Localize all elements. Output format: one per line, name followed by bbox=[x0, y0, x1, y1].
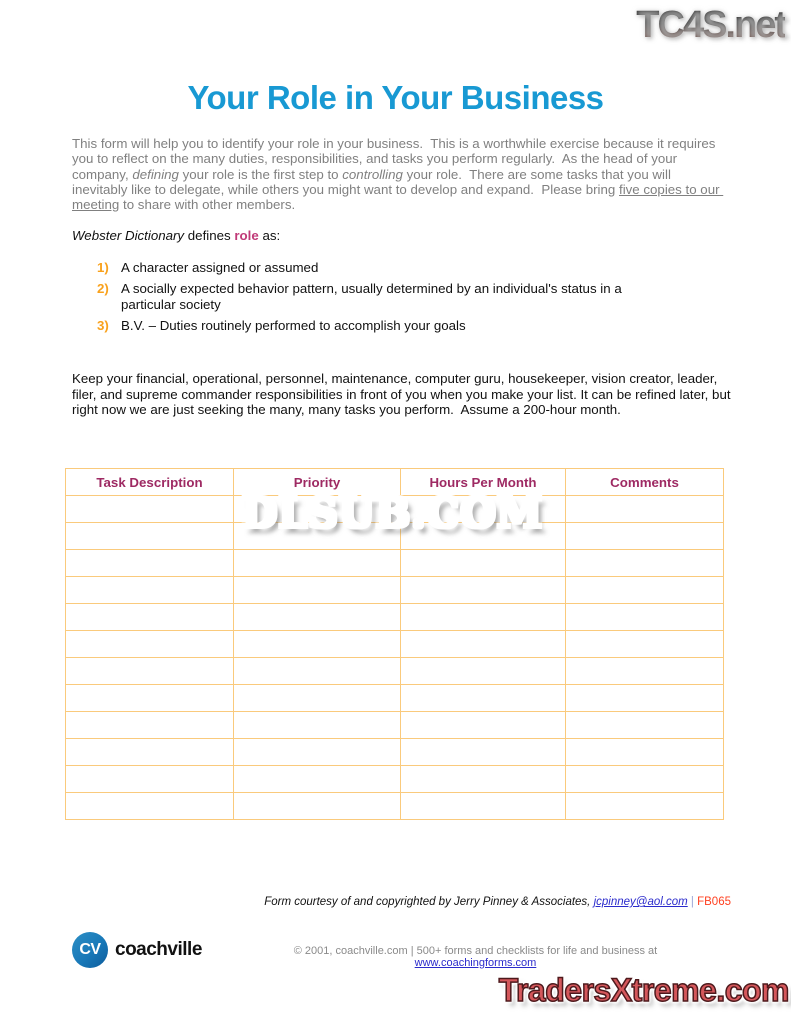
table-cell bbox=[401, 685, 566, 712]
separator: | bbox=[687, 896, 698, 908]
table-cell bbox=[234, 577, 401, 604]
table-row bbox=[66, 685, 724, 712]
table-cell bbox=[66, 604, 234, 631]
table-cell bbox=[566, 739, 724, 766]
list-item-text: A socially expected behavior pattern, usually determined by an individual's status in a particular society bbox=[121, 281, 626, 312]
form-code: FB065 bbox=[697, 896, 731, 908]
column-header-priority: Priority bbox=[234, 469, 401, 496]
table-row bbox=[66, 793, 724, 820]
intro-text: your role. There are some tasks that you will inevitably like to delegate, while others you might want to develop and expand. Please bring bbox=[72, 166, 675, 197]
table-row bbox=[66, 550, 724, 577]
list-item-number: 3) bbox=[97, 317, 109, 333]
role-word: role bbox=[234, 228, 259, 243]
table-cell bbox=[66, 766, 234, 793]
table-cell bbox=[566, 577, 724, 604]
table-cell bbox=[66, 550, 234, 577]
table-cell bbox=[234, 766, 401, 793]
intro-paragraph bbox=[72, 136, 727, 212]
webster-text: defines bbox=[184, 228, 235, 243]
list-item-text: B.V. – Duties routinely performed to accomplish your goals bbox=[121, 317, 466, 333]
dlsub-watermark: DLSUB.COM bbox=[241, 489, 544, 537]
table-cell bbox=[66, 523, 234, 550]
table-cell bbox=[566, 496, 724, 523]
coachville-logo bbox=[72, 932, 202, 968]
table-cell bbox=[66, 496, 234, 523]
table-row bbox=[66, 604, 724, 631]
table-cell bbox=[66, 685, 234, 712]
table-cell bbox=[234, 712, 401, 739]
table-row bbox=[66, 631, 724, 658]
table-row bbox=[66, 712, 724, 739]
intro-italic-controlling: controlling bbox=[342, 166, 403, 182]
table-cell bbox=[66, 712, 234, 739]
cv-logo-initials: CV bbox=[79, 941, 101, 958]
table-row bbox=[66, 577, 724, 604]
email-link[interactable]: jcpinney@aol.com bbox=[593, 896, 688, 908]
table-cell bbox=[566, 793, 724, 820]
table-cell bbox=[66, 631, 234, 658]
table-cell bbox=[234, 658, 401, 685]
table-row bbox=[66, 658, 724, 685]
table-cell bbox=[234, 604, 401, 631]
table-cell bbox=[234, 550, 401, 577]
table-cell bbox=[401, 712, 566, 739]
table-cell bbox=[234, 685, 401, 712]
courtesy-text: Form courtesy of and copyrighted by Jerry Pinney & Associates, bbox=[264, 896, 594, 908]
intro-underlined-phrase: five copies to our meeting bbox=[72, 181, 724, 213]
table-cell bbox=[401, 766, 566, 793]
list-item-number: 2) bbox=[97, 281, 109, 297]
intro-text: to share with other members. bbox=[119, 197, 296, 213]
webster-definition-line bbox=[72, 228, 280, 243]
table-cell bbox=[234, 631, 401, 658]
page-title: Your Role in Your Business bbox=[187, 79, 604, 116]
table-cell bbox=[234, 793, 401, 820]
copyright-text: © 2001, coachville.com | 500+ forms and checklists for life and business at bbox=[293, 945, 661, 957]
table-cell bbox=[66, 577, 234, 604]
task-table-body bbox=[66, 496, 724, 820]
cv-logo-circle bbox=[72, 932, 108, 968]
table-cell bbox=[401, 658, 566, 685]
intro-text: This form will help you to identify your role in your business. This is a worthwhile exercise because it requires you to reflect on the many duties, responsibilities, and tasks you perform regularly. As the head of your company, bbox=[72, 136, 720, 182]
table-cell bbox=[401, 604, 566, 631]
table-cell bbox=[566, 685, 724, 712]
list-item bbox=[97, 318, 677, 333]
webster-dictionary-label: Webster Dictionary bbox=[72, 228, 185, 243]
table-cell bbox=[66, 739, 234, 766]
table-cell bbox=[66, 658, 234, 685]
coachville-wordmark: coachville bbox=[115, 939, 202, 960]
table-cell bbox=[566, 766, 724, 793]
tradersxtreme-watermark: TradersXtreme.com bbox=[498, 972, 789, 1008]
courtesy-line bbox=[264, 896, 731, 908]
table-row bbox=[66, 766, 724, 793]
table-cell bbox=[566, 604, 724, 631]
column-header-task-description: Task Description bbox=[66, 469, 234, 496]
table-cell bbox=[566, 658, 724, 685]
table-cell bbox=[566, 712, 724, 739]
table-cell bbox=[401, 550, 566, 577]
list-item bbox=[97, 260, 677, 275]
table-cell bbox=[401, 631, 566, 658]
list-item-text: A character assigned or assumed bbox=[121, 260, 319, 275]
table-cell bbox=[401, 793, 566, 820]
copyright-line bbox=[235, 945, 716, 969]
table-cell bbox=[566, 550, 724, 577]
table-cell bbox=[401, 577, 566, 604]
table-cell bbox=[234, 739, 401, 766]
intro-text: your role is the first step to bbox=[178, 166, 343, 182]
intro-italic-defining: defining bbox=[132, 166, 179, 182]
table-cell bbox=[566, 523, 724, 550]
webster-text: as: bbox=[258, 228, 281, 243]
tc4s-watermark: TC4S.net bbox=[636, 4, 785, 46]
table-cell bbox=[566, 631, 724, 658]
list-item bbox=[97, 281, 677, 312]
table-cell bbox=[401, 739, 566, 766]
column-header-comments: Comments bbox=[566, 469, 724, 496]
table-cell bbox=[66, 793, 234, 820]
table-row bbox=[66, 739, 724, 766]
column-header-hours-per-month: Hours Per Month bbox=[401, 469, 566, 496]
body-paragraph: Keep your financial, operational, personnel, maintenance, computer guru, housekeeper, vision creator, leader, filer, and supreme commander responsibilities in front of you when you make your list. It can be refined later, but right now we are just seeking the many, many tasks you perform. Assume a 200-hour month. bbox=[72, 371, 735, 418]
coachingforms-link[interactable]: www.coachingforms.com bbox=[414, 957, 537, 969]
list-item-number: 1) bbox=[97, 260, 109, 275]
definition-list bbox=[97, 260, 677, 339]
